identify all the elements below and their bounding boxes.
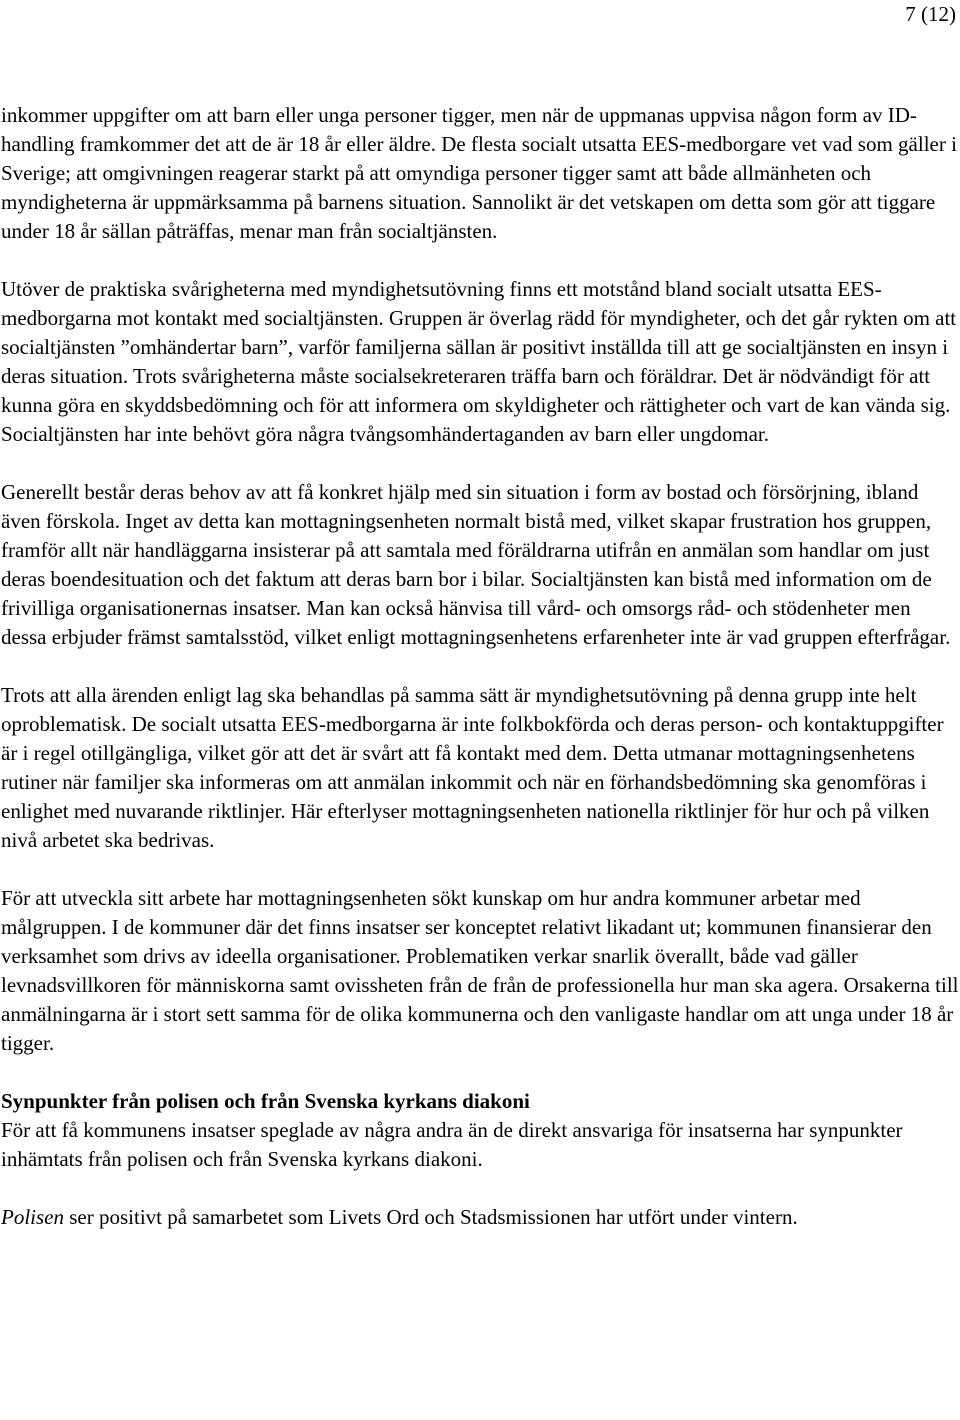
paragraph-needs-housing-support: Generellt består deras behov av att få konkret hjälp med sin situation i form av bostad och försörjning, ibland även förskola. Inget av detta kan mottagningsenheten normalt bistå med, vilket skapar frustration hos gruppen, framför allt när handläggarna insisterar på att samtala med föräldrarna utifrån en anmälan som handlar om just deras boendesituation och det faktum att deras barn bor i bilar. Socialtjänsten kan bistå med information om de frivilliga organisationernas insatser. Man kan också hänvisa till vård- och omsorgs råd- och stödenheter men dessa erbjuder främst samtalsstöd, vilket enligt mottagningsenhetens erfarenheter inte är vad gruppen efterfrågar. [1, 480, 951, 649]
police-lead-term: Polisen [1, 1205, 64, 1229]
police-view-text: ser positivt på samarbetet som Livets Ord och Stadsmissionen har utfört under vintern. [64, 1205, 798, 1229]
paragraph-resistance-to-social-services: Utöver de praktiska svårigheterna med myndighetsutövning finns ett motstånd bland socialt utsatta EES-medborgarna mot kontakt med socialtjänsten. Gruppen är överlag rädd för myndigheter, och det går rykten om att socialtjänsten ”omhändertar barn”, varför familjerna sällan är positivt inställda till att ge socialtjänsten en insyn i deras situation. Trots svårigheterna måste socialsekreteraren träffa barn och föräldrar. Det är nödvändigt för att kunna göra en skyddsbedömning och för att informera om skyldigheter och rättigheter och vart de kan vända sig. Socialtjänsten har inte behövt göra några tvångsomhändertaganden av barn eller ungdomar. [1, 277, 957, 446]
document-body [1, 101, 959, 1232]
paragraph-other-municipalities: För att utveckla sitt arbete har mottagningsenheten sökt kunskap om hur andra kommuner arbetar med målgruppen. I de kommuner där det finns insatser ser konceptet relativt likadant ut; kommunen finansierar den verksamhet som drivs av ideella organisationer. Problematiken verkar snarlik överallt, både vad gäller levnadsvillkoren för människorna samt ovissheten från de från de professionella hur man ska agera. Orsakerna till anmälningarna är i stort sett samma för de olika kommunerna och den vanligaste handlar om att unga under 18 år tigger. [1, 886, 959, 1055]
page-number: 7 (12) [905, 2, 956, 26]
paragraph-external-views: För att få kommunens insatser speglade av några andra än de direkt ansvariga för insatserna har synpunkter inhämtats från polisen och från Svenska kyrkans diakoni. [1, 1118, 903, 1171]
section-heading: Synpunkter från polisen och från Svenska kyrkans diakoni [1, 1089, 530, 1113]
paragraph-police-view [1, 1203, 959, 1232]
paragraph-authority-exercise-problems: Trots att alla ärenden enligt lag ska behandlas på samma sätt är myndighetsutövning på denna grupp inte helt oproblematisk. De socialt utsatta EES-medborgarna är inte folkbokförda och deras person- och kontaktuppgifter är i regel otillgängliga, vilket gör att det är svårt att få kontakt med dem. Detta utmanar mottagningsenhetens rutiner när familjer ska informeras om att anmälan inkommit och när en förhandsbedömning ska genomföras i enlighet med nuvarande riktlinjer. Här efterlyser mottagningsenheten nationella riktlinjer för hur och på vilken nivå arbetet ska bedrivas. [1, 683, 944, 852]
paragraph-child-beggars-age: inkommer uppgifter om att barn eller unga personer tigger, men när de uppmanas uppvisa någon form av ID-handling framkommer det att de är 18 år eller äldre. De flesta socialt utsatta EES-medborgare vet vad som gäller i Sverige; att omgivningen reagerar starkt på att omyndiga personer tigger samt att både allmänheten och myndigheterna är uppmärksamma på barnens situation. Sannolikt är det vetskapen om detta som gör att tiggare under 18 år sällan påträffas, menar man från socialtjänsten. [1, 103, 957, 243]
